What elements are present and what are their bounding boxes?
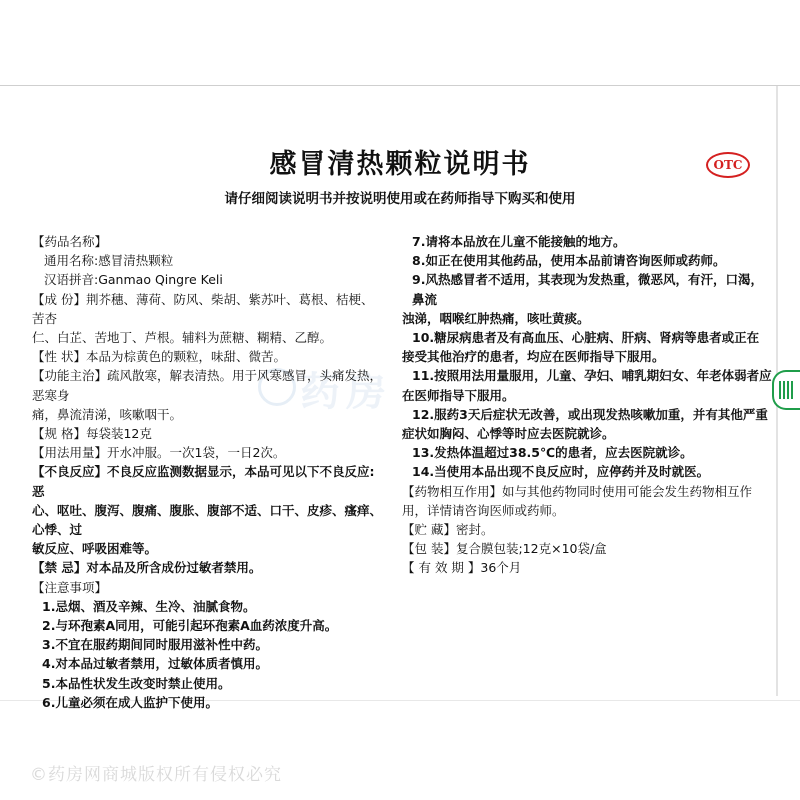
specification: 【规 格】每袋装12克 bbox=[32, 426, 152, 442]
precaution-item-10-line-2: 接受其他治疗的患者，均应在医师指导下服用。 bbox=[402, 349, 665, 365]
precaution-item-8: 8.如正在使用其他药品，使用本品前请咨询医师或药师。 bbox=[412, 253, 726, 269]
document-title: 感冒清热颗粒说明书 bbox=[269, 149, 531, 180]
adverse-reactions-line-1: 【不良反应】不良反应监测数据显示，本品可见以下不良反应:恶 bbox=[32, 464, 375, 499]
precaution-item-14: 14.当使用本品出现不良反应时，应停药并及时就医。 bbox=[412, 464, 710, 480]
precautions-heading: 【注意事项】 bbox=[32, 579, 108, 595]
interactions-line-1: 【药物相互作用】如与其他药物同时使用可能会发生药物相互作 bbox=[402, 483, 753, 499]
precaution-item-12-line-2: 症状如胸闷、心悸等时应去医院就诊。 bbox=[402, 426, 615, 442]
document-subtitle: 请仔细阅读说明书并按说明使用或在药师指导下购买和使用 bbox=[224, 191, 576, 207]
watermark-text: 药房 bbox=[300, 369, 392, 415]
ingredients-line-1: 【成 份】荆芥穗、薄荷、防风、柴胡、紫苏叶、葛根、桔梗、苦杏 bbox=[32, 291, 374, 326]
contraindications: 【禁 忌】对本品及所含成份过敏者禁用。 bbox=[32, 560, 262, 576]
usage: 【用法用量】开水冲服。一次1袋，一日2次。 bbox=[32, 445, 286, 461]
precaution-item: 6.儿童必须在成人监护下使用。 bbox=[42, 694, 218, 710]
left-column bbox=[32, 232, 384, 712]
drug-name-heading: 【药品名称】 bbox=[32, 234, 108, 249]
precaution-item: 5.本品性状发生改变时禁止使用。 bbox=[42, 675, 231, 691]
appearance: 【性 状】本品为棕黄色的颗粒，味甜、微苦。 bbox=[32, 349, 286, 365]
precaution-item-13: 13.发热体温超过38.5℃的患者，应去医院就诊。 bbox=[412, 445, 693, 461]
ingredients-line-2: 仁、白芷、苦地丁、芦根。辅料为蔗糖、糊精、乙醇。 bbox=[32, 330, 333, 346]
precaution-item-9-line-1: 9.风热感冒者不适用，其表现为发热重，微恶风，有汗，口渴，鼻流 bbox=[412, 272, 763, 307]
pinyin-name: 汉语拼音:Ganmao Qingre Keli bbox=[44, 272, 223, 288]
precaution-item: 4.对本品过敏者禁用，过敏体质者慎用。 bbox=[42, 656, 268, 672]
copyright-watermark: ©药房网商城版权所有侵权必究 bbox=[30, 765, 282, 785]
validity: 【 有 效 期 】36个月 bbox=[402, 560, 522, 576]
indications-line-1: 【功能主治】疏风散寒，解表清热。用于风寒感冒，头痛发热，恶寒身 bbox=[32, 368, 383, 403]
precaution-item-12-line-1: 12.服药3天后症状无改善，或出现发热咳嗽加重，并有其他严重 bbox=[412, 406, 768, 422]
precaution-item: 2.与环孢素A同用，可能引起环孢素A血药浓度升高。 bbox=[42, 618, 338, 634]
adverse-reactions-line-2: 心、呕吐、腹泻、腹痛、腹胀、腹部不适、口干、皮疹、瘙痒、心悸、过 bbox=[32, 502, 383, 538]
adverse-reactions-line-3: 敏反应、呼吸困难等。 bbox=[32, 541, 158, 557]
precaution-item-7: 7.请将本品放在儿童不能接触的地方。 bbox=[412, 234, 626, 249]
storage: 【贮 藏】密封。 bbox=[402, 522, 494, 538]
generic-name: 通用名称:感冒清热颗粒 bbox=[44, 253, 174, 269]
top-panel-border bbox=[0, 0, 800, 86]
precaution-item-10-line-1: 10.糖尿病患者及有高血压、心脏病、肝病、肾病等患者或正在 bbox=[412, 330, 760, 346]
precaution-item-11-line-1: 11.按照用法用量服用，儿童、孕妇、哺乳期妇女、年老体弱者应 bbox=[412, 368, 772, 384]
green-tab-logo bbox=[772, 370, 800, 410]
precaution-item-9-line-2: 浊涕，咽喉红肿热痛，咳吐黄痰。 bbox=[402, 310, 590, 326]
right-column bbox=[402, 232, 774, 578]
indications-line-2: 痛，鼻流清涕，咳嗽咽干。 bbox=[32, 406, 183, 422]
package: 【包 装】复合膜包装;12克×10袋/盒 bbox=[402, 541, 607, 557]
precaution-item-11-line-2: 在医师指导下服用。 bbox=[402, 387, 515, 403]
otc-badge: OTC bbox=[706, 152, 750, 178]
precaution-item: 3.不宜在服药期间同时服用滋补性中药。 bbox=[42, 637, 268, 653]
interactions-line-2: 用，详情请咨询医师或药师。 bbox=[402, 502, 565, 518]
precaution-item: 1.忌烟、酒及辛辣、生冷、油腻食物。 bbox=[42, 598, 256, 614]
